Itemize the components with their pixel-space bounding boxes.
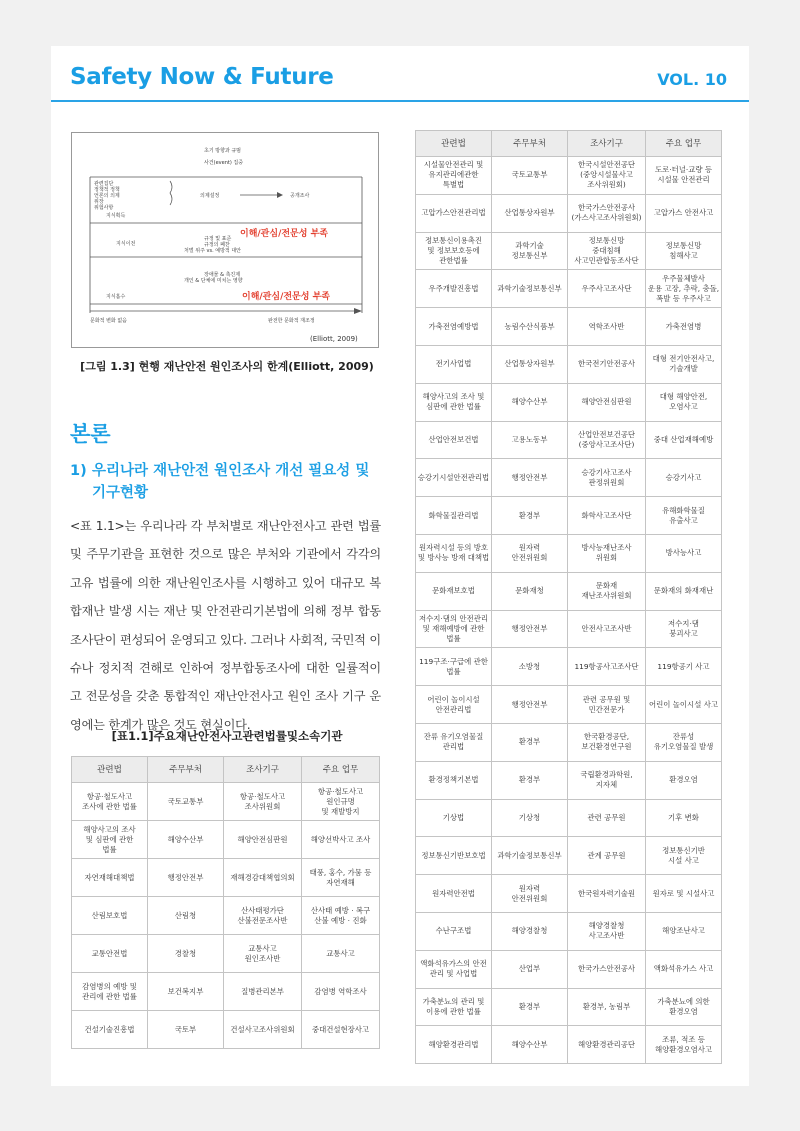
fig-middle-1: 규정의 폐찬 [204,242,230,248]
table-row [72,897,380,935]
table-cell: 우주물체발사 운용 고장, 추락, 충돌, 폭발 등 우주사고 [646,270,722,308]
table-row [416,194,722,232]
table-cell: 감염병의 예방 및 관리에 관한 법률 [72,973,148,1011]
table-cell: 정보통신망 중대침해 사고민관합동조사단 [568,232,646,270]
table-cell: 과학기술 정보통신부 [492,232,568,270]
table-cell: 기상법 [416,799,492,837]
table-cell: 해양환경관리법 [416,1026,492,1064]
table-row [416,912,722,950]
table-cell: 환경부 [492,761,568,799]
magazine-title: Safety Now & Future [70,64,334,90]
table-cell: 어린이 놀이시설 안전관리법 [416,686,492,724]
table-cell: 원자력안전법 [416,875,492,913]
table-cell: 방사능재난조사 위원회 [568,534,646,572]
fig-left-0: 관련집단 [94,181,114,187]
table-cell: 해양환경관리공단 [568,1026,646,1064]
table-cell: 가축전염예방법 [416,308,492,346]
table-cell: 항공·철도사고 원인규명 및 재발방지 [302,783,380,821]
table-cell: 승강기사고 [646,459,722,497]
table-cell: 고압가스 안전사고 [646,194,722,232]
table-cell: 조류, 적조 등 해양환경오염사고 [646,1026,722,1064]
table-cell: 원자력 안전위원회 [492,534,568,572]
table-cell: 역학조사반 [568,308,646,346]
table-cell: 해양안전심판원 [224,821,302,859]
table-cell: 건설사고조사위원회 [224,1011,302,1049]
table-cell: 산업부 [492,950,568,988]
table-row [416,232,722,270]
table-row [72,783,380,821]
table-cell: 산사태평가단 산불전문조사반 [224,897,302,935]
table-row [416,345,722,383]
table-cell: 환경부 [492,723,568,761]
col-header-agency: 조사기구 [568,131,646,157]
table-cell: 잔류성 유기오염물질 발생 [646,723,722,761]
table-cell: 잔류 유기오염물질 관리법 [416,723,492,761]
table-cell: 저수지·댐 붕괴사고 [646,610,722,648]
table-cell: 정보통신기반 시설 사고 [646,837,722,875]
table-cell: 경찰청 [148,935,224,973]
fig-agenda: 의제설정 [200,193,220,199]
table-cell: 고용노동부 [492,421,568,459]
table-cell: 한국가스안전공사 [568,950,646,988]
table-cell: 저수지·댐의 안전관리 및 재해예방에 관한 법률 [416,610,492,648]
table-cell: 질병관리본부 [224,973,302,1011]
table-cell: 한국시설안전공단 (중앙시설물사고 조사위원회) [568,157,646,195]
table-caption: [표1.1]주요재난안전사고관련법률및소속기관 [111,729,343,743]
fig-knowledge-gap: 지식획득 [106,213,126,219]
fig-red-label-1: 이해/관심/전문성 부족 [240,229,328,239]
table-cell: 환경오염 [646,761,722,799]
table-cell: 수난구조법 [416,912,492,950]
table-cell: 건설기술진흥법 [72,1011,148,1049]
table-cell: 시설물안전관리 및 유지관리에관한 특별법 [416,157,492,195]
table-cell: 119구조·구급에 관한 법률 [416,648,492,686]
subsection-line2: 기구현황 [92,485,149,501]
subsection-line1: 우리나라 재난안전 원인조사 개선 필요성 및 [92,463,370,479]
table-cell: 재해경감대책협의회 [224,859,302,897]
table-cell: 국립환경과학원, 지자체 [568,761,646,799]
table-cell: 가축전염병 [646,308,722,346]
table-cell: 과학기술정보통신부 [492,270,568,308]
table-cell: 도로·터널·교량 등 시설물 안전관리 [646,157,722,195]
table-cell: 가축분뇨의 관리 및 이용에 관한 법률 [416,988,492,1026]
table-cell: 해양수산부 [492,1026,568,1064]
table-cell: 항공·철도사고 조사위원회 [224,783,302,821]
col-header-duty: 주요 업무 [646,131,722,157]
table-cell: 산업통상자원부 [492,194,568,232]
fig-left-4: 위험사항 [94,205,114,211]
table-cell: 해양수산부 [492,383,568,421]
table-cell: 기후 변화 [646,799,722,837]
table-cell: 환경정책기본법 [416,761,492,799]
table-cell: 승강기시설안전관리법 [416,459,492,497]
fig-left-1: 정책적 정책 [94,187,120,193]
col-header-ministry: 주무부처 [148,757,224,783]
table-cell: 교통사고 원인조사반 [224,935,302,973]
table-row [416,761,722,799]
col-header-ministry: 주무부처 [492,131,568,157]
table-cell: 산업안전보건법 [416,421,492,459]
fig-red-label-2: 이해/관심/전문성 부족 [242,292,330,302]
header-divider [51,100,749,102]
table-cell: 교통안전법 [72,935,148,973]
table-cell: 행정안전부 [492,686,568,724]
fig-left-2: 언론의 의제 [94,193,120,199]
table-cell: 원자력시설 등의 방호 및 방사능 방재 대책법 [416,534,492,572]
table-row [416,572,722,610]
table-cell: 정보통신이용촉진 및 정보보호등에 관한법률 [416,232,492,270]
fig-knowledge-absorb: 지식흡수 [106,294,126,300]
table-cell: 한국가스안전공사 (가스사고조사위원회) [568,194,646,232]
table-cell: 중대건설현장사고 [302,1011,380,1049]
table-row [72,973,380,1011]
diagram-figure [71,132,379,348]
table-cell: 화학물질관리법 [416,497,492,535]
table-cell: 119항공기 사고 [646,648,722,686]
table-row [416,308,722,346]
page [51,46,749,1086]
left-law-table [71,756,380,1049]
subsection-title [70,460,380,504]
table-cell: 관련 공무원 [568,799,646,837]
table-cell: 한국전기안전공사 [568,345,646,383]
table-row [416,610,722,648]
table-row [72,935,380,973]
table-cell: 해양경찰청 사고조사반 [568,912,646,950]
table-cell: 국토교통부 [148,783,224,821]
table-cell: 국토부 [148,1011,224,1049]
figure-caption: [그림 1.3] 현행 재난안전 원인조사의 한계(Elliott, 2009) [80,360,374,373]
table-cell: 환경부 [492,497,568,535]
fig-middle-0: 규정 및 표준 [204,236,232,242]
table-cell: 산림청 [148,897,224,935]
table-cell: 기상청 [492,799,568,837]
table-row [416,648,722,686]
table-cell: 화학사고조사단 [568,497,646,535]
section-title: 본론 [70,422,111,446]
table-cell: 환경부, 농림부 [568,988,646,1026]
col-header-law: 관련법 [72,757,148,783]
table-cell: 해양사고의 조사 및 심판에 관한 법률 [416,383,492,421]
table-cell: 문화재보호법 [416,572,492,610]
fig-public-inquiry: 공개조사 [290,193,310,199]
table-row [416,1026,722,1064]
table-cell: 어린이 놀이시설 사고 [646,686,722,724]
table-cell: 과학기술정보통신부 [492,837,568,875]
table-row [72,1011,380,1049]
table-cell: 관계 공무원 [568,837,646,875]
table-cell: 정보통신망 침해사고 [646,232,722,270]
table-cell: 행정안전부 [492,610,568,648]
fig-middle-2: 처벌 위주 vs. 예방적 대안 [184,248,241,254]
table-cell: 유해화학물질 유출사고 [646,497,722,535]
body-paragraph: <표 1.1>는 우리나라 각 부처별로 재난안전사고 관련 법률 및 주무기관을 표현한 것으로 많은 부처와 기관에서 각각의 고유 법률에 의한 재난원인조사를 시행하고 있어 대규모 복합재난 발생 시는 재난 및 안전관리기본법에 의해 정부 합동조사단이 편성되어 운영되고 있다. 그러나 사회적, 국민적 이슈나 정치적 견해로 인하여 정부합동조사에 대한 일률적이고 전문성을 갖춘 통합적인 재난안전사고 원인 조사 기구 운영에는 한계가 많은 것도 현실이다. [70,519,381,732]
col-header-duty: 주요 업무 [302,757,380,783]
fig-top2: 사건(event) 집중 [204,160,244,166]
fig-bottom-right: 완전한 문화적 재조정 [268,318,315,324]
table-row [72,821,380,859]
table-row [416,383,722,421]
table-cell: 원자로 및 시설사고 [646,875,722,913]
table-row [416,497,722,535]
table-row [416,686,722,724]
table-cell: 산업통상자원부 [492,345,568,383]
table-row [416,157,722,195]
table-cell: 환경부 [492,988,568,1026]
table-row [416,270,722,308]
fig-lower-0: 장애물 & 촉진제 [204,272,241,278]
table-row [416,988,722,1026]
table-cell: 자연재해대책법 [72,859,148,897]
fig-lower-1: 개인 & 단체에 미치는 영향 [184,278,243,284]
table-cell: 해양조난사고 [646,912,722,950]
table-cell: 농림수산식품부 [492,308,568,346]
table-cell: 교통사고 [302,935,380,973]
table-cell: 해양사고의 조사 및 심판에 관한 법률 [72,821,148,859]
table-cell: 항공·철도사고 조사에 관한 법률 [72,783,148,821]
table-cell: 문화재의 화재재난 [646,572,722,610]
table-cell: 보건복지부 [148,973,224,1011]
table-cell: 대형 전기안전사고, 기술개발 [646,345,722,383]
table-cell: 국토교통부 [492,157,568,195]
table-cell: 산사태 예방 · 복구 산불 예방 · 진화 [302,897,380,935]
table-row [416,837,722,875]
fig-top1: 초기 방향과 규범 [204,148,241,154]
table-cell: 관련 공무원 및 민간전문가 [568,686,646,724]
table-cell: 중대 산업재해예방 [646,421,722,459]
table-cell: 해양안전심판원 [568,383,646,421]
table-row [416,875,722,913]
table-cell: 원자력 안전위원회 [492,875,568,913]
fig-bottom-left: 문화적 변화 없음 [90,318,127,324]
col-header-law: 관련법 [416,131,492,157]
table-row [416,950,722,988]
table-cell: 안전사고조사반 [568,610,646,648]
table-cell: 119항공사고조사단 [568,648,646,686]
table-cell: 행정안전부 [492,459,568,497]
table-row [416,799,722,837]
right-law-table [415,130,722,1064]
table-row [416,459,722,497]
fig-source: (Elliott, 2009) [310,335,358,343]
table-row [416,534,722,572]
col-header-agency: 조사기구 [224,757,302,783]
table-cell: 문화재청 [492,572,568,610]
volume-label: VOL. 10 [657,70,727,89]
table-cell: 승강기사고조사 판정위원회 [568,459,646,497]
table-cell: 해양선박사고 조사 [302,821,380,859]
table-cell: 한국원자력기술원 [568,875,646,913]
table-row [72,859,380,897]
table-cell: 방사능사고 [646,534,722,572]
table-cell: 감염병 역학조사 [302,973,380,1011]
table-cell: 우주사고조사단 [568,270,646,308]
table-cell: 태풍, 홍수, 가뭄 등 자연재해 [302,859,380,897]
table-cell: 액화석유가스의 안전 관리 및 사업법 [416,950,492,988]
fig-left-3: 위장 [94,199,104,205]
table-cell: 행정안전부 [148,859,224,897]
table-cell: 한국환경공단, 보건환경연구원 [568,723,646,761]
table-cell: 해양수산부 [148,821,224,859]
table-cell: 액화석유가스 사고 [646,950,722,988]
table-cell: 우주개발진흥법 [416,270,492,308]
table-cell: 산림보호법 [72,897,148,935]
fig-knowledge-change: 지식이전 [116,241,136,247]
table-row [416,723,722,761]
table-cell: 정보통신기반보호법 [416,837,492,875]
table-cell: 문화재 재난조사위원회 [568,572,646,610]
table-cell: 해양경찰청 [492,912,568,950]
table-cell: 대형 해양안전, 오염사고 [646,383,722,421]
table-cell: 가축분뇨에 의한 환경오염 [646,988,722,1026]
subsection-number: 1) [70,463,87,479]
table-cell: 산업안전보건공단 (중앙사고조사단) [568,421,646,459]
table-cell: 소방청 [492,648,568,686]
table-cell: 전기사업법 [416,345,492,383]
table-cell: 고압가스안전관리법 [416,194,492,232]
table-row [416,421,722,459]
